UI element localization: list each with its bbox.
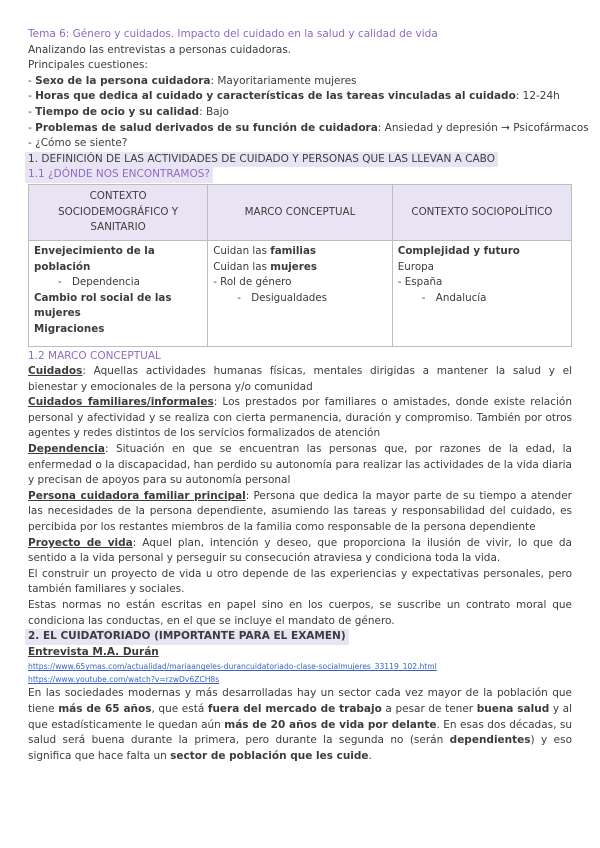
text-run: , que está	[151, 702, 208, 715]
subsection-1-2-title: 1.2 MARCO CONCEPTUAL	[28, 349, 161, 362]
subsection-1-1-title: 1.1 ¿DÓNDE NOS ENCONTRAMOS?	[25, 167, 213, 183]
question-item	[28, 74, 572, 90]
definition-item	[28, 489, 572, 536]
video-link[interactable]: https://www.youtube.com/watch?v=rzwDv6ZCH8s	[28, 675, 220, 685]
article-link[interactable]: https://www.65ymas.com/actualidad/mariaangeles-durancuidatoriado-clase-socialmujeres_33119_102.html	[28, 662, 437, 672]
text-run-bold: buena salud	[476, 702, 550, 715]
table-header-cell: CONTEXTO SOCIOPOLÍTICO	[392, 184, 571, 240]
cell-line: - España	[397, 276, 443, 289]
text-run-bold: más de 65 años	[58, 702, 152, 715]
text-run: . En esas dos décadas, su salud será buena durante la primera, pero durante la segunda no (serán	[28, 718, 573, 747]
section2-title: 2. EL CUIDATORIADO (IMPORTANTE PARA EL EXAMEN)	[25, 629, 349, 645]
section1-title: 1. DEFINICIÓN DE LAS ACTIVIDADES DE CUIDADO Y PERSONAS QUE LAS LLEVAN A CABO	[25, 152, 498, 168]
question-item	[28, 136, 572, 152]
question-answer: : Ansiedad y depresión → Psicofármacos	[377, 121, 589, 134]
question-answer: : Mayoritariamente mujeres	[210, 74, 357, 87]
question-dash: -	[28, 90, 36, 103]
paragraph-life-project: El construir un proyecto de vida u otro depende de las experiencias y expectativas personales, pero también familiares y sociales.	[28, 567, 572, 596]
text-run-bold: sector de población que les cuide	[170, 749, 369, 762]
text-run: .	[368, 749, 372, 762]
cell-text: Dependencia	[72, 276, 140, 289]
definition-text: : Persona que dedica la mayor parte de su tiempo a atender las necesidades de la persona dependiente, asumiendo las tareas y responsabilidad del cuidado, es percibida por los restantes miembros de la familia como responsable de la persona dependiente	[28, 489, 572, 534]
table-header-row	[29, 184, 572, 240]
cell-line: - Rol de género	[213, 276, 292, 289]
definitions-list	[28, 364, 572, 567]
cell-line	[213, 244, 387, 260]
question-dash: -	[28, 105, 36, 118]
paragraph-norms: Estas normas no están escritas en papel sino en los cuerpos, se suscribe un contrato moral que condiciona las conductas, en el que se incluye el mandato de género.	[28, 599, 572, 627]
text-run-bold: fuera del mercado de trabajo	[207, 702, 382, 715]
cell-text-bold: mujeres	[270, 260, 317, 273]
cell-line: Complejidad y futuro	[397, 244, 520, 257]
question-answer: ¿Cómo se siente?	[35, 137, 128, 150]
text-run: ) y eso significa que hace falta un	[28, 734, 573, 762]
cell-text: Cuidan las	[213, 260, 271, 273]
text-run: En las sociedades modernas y más desarrolladas hay un sector cada vez mayor de la población que tiene	[28, 687, 572, 715]
definition-item	[28, 442, 572, 489]
question-dash: -	[28, 137, 36, 150]
table-header-cell: CONTEXTO SOCIODEMOGRÁFICO Y SANITARIO	[29, 184, 208, 240]
definition-text: : Situación en que se encuentran las personas que, por razones de la edad, la enfermedad o la discapacidad, han perdido su autonomía para realizar las actividades de la vida diaria y precisan de apoyos para su autonomía personal	[28, 443, 572, 487]
definition-item	[28, 395, 572, 442]
table-cell-conceptual	[208, 240, 393, 346]
question-item	[28, 89, 572, 105]
context-table	[28, 184, 572, 347]
definition-item	[28, 364, 572, 395]
definition-term: Cuidados familiares/informales	[28, 396, 214, 409]
question-dash: -	[28, 74, 36, 87]
text-run-bold: más de 20 años de vida por delante	[224, 718, 437, 731]
questions-list	[28, 74, 589, 152]
cell-line: - Andalucía	[421, 291, 487, 304]
definition-term: Proyecto de vida	[28, 536, 133, 549]
topic-title: Tema 6: Género y cuidados. Impacto del cuidado en la salud y calidad de vida	[28, 28, 438, 40]
question-bold: Sexo de la persona cuidadora	[35, 74, 211, 87]
table-cell-sociodemographic	[29, 240, 208, 346]
interview-title: Entrevista M.A. Durán	[28, 645, 159, 658]
question-item	[28, 105, 572, 121]
definition-text: : Aquellas actividades humanas físicas, mentales dirigidas a mantener la salud y el bienestar y emocionales de la persona y/o comunidad	[28, 365, 572, 393]
definition-term: Dependencia	[28, 443, 105, 456]
cell-line	[213, 260, 387, 276]
table-header-cell: MARCO CONCEPTUAL	[208, 184, 393, 240]
cell-text: Desigualdades	[251, 291, 327, 304]
text-run: y al que estadísticamente le quedan aún	[28, 702, 572, 731]
cell-text: Andalucía	[435, 291, 487, 304]
table-cell-sociopolitical	[392, 240, 571, 346]
text-run: a pesar de tener	[381, 702, 477, 715]
definition-item	[28, 536, 572, 567]
question-dash: -	[28, 121, 36, 134]
question-bold: Tiempo de ocio y su calidad	[35, 105, 200, 118]
definition-term: Cuidados	[28, 365, 83, 378]
questions-heading: Principales cuestiones:	[28, 59, 148, 72]
cell-line: Europa	[397, 260, 434, 273]
question-bold: Horas que dedica al cuidado y características de las tareas vinculadas al cuidado	[35, 90, 516, 103]
intro-text: Analizando las entrevistas a personas cuidadoras.	[28, 43, 292, 56]
definition-text: : Aquel plan, intención y deseo, que proporciona la ilusión de vivir, lo que da sentido a la vida personal y perseguir su consecución atraviesa y condiciona toda la vida.	[28, 536, 572, 565]
definition-text: : Los prestados por familiares o amistades, donde existe relación personal y afectividad y se realiza con cierta permanencia, duración y compromiso. También por otros agentes y redes distintos de los servicios formalizados de atención	[28, 396, 572, 440]
cell-line: Migraciones	[34, 322, 105, 335]
cell-text: Cuidan las	[213, 244, 271, 257]
question-answer: : Bajo	[199, 105, 229, 118]
paragraph-cuidatoriado	[28, 686, 572, 764]
cell-line: - Desigualdades	[237, 291, 327, 304]
cell-line: Envejecimiento de la población	[34, 244, 155, 273]
definition-term: Persona cuidadora familiar principal	[28, 489, 246, 502]
question-bold: Problemas de salud derivados de su función de cuidadora	[35, 121, 378, 134]
question-answer: : 12-24h	[515, 90, 560, 103]
cell-line: Cambio rol social de las mujeres	[34, 291, 172, 320]
table-row	[29, 240, 572, 346]
cell-text-bold: familias	[270, 244, 317, 257]
question-item	[28, 121, 589, 137]
text-run-bold: dependientes	[449, 734, 531, 747]
cell-line: - Dependencia	[58, 276, 140, 289]
